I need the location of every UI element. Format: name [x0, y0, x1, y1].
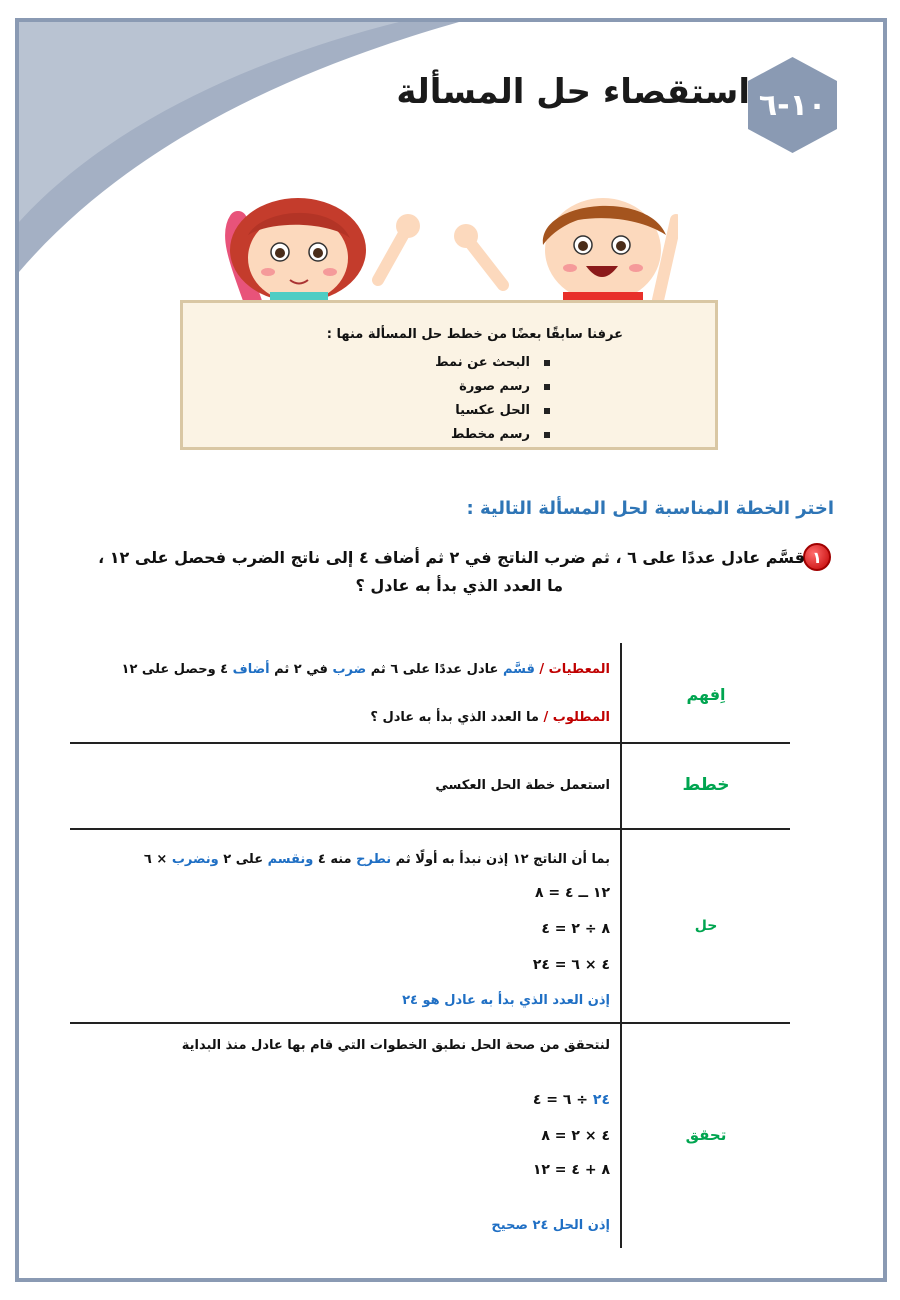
instruction: اختر الخطة المناسبة لحل المسألة التالية :: [466, 498, 834, 519]
lesson-number-badge: [745, 55, 840, 155]
page-title: استقصاء حل المسألة: [396, 72, 750, 112]
solve-step: ١٢ ــ ٤ = ٨: [535, 885, 610, 901]
problem-text-line2: ما العدد الذي بدأ به عادل ؟: [355, 576, 563, 595]
strategies-list: [435, 351, 550, 447]
list-item: [435, 351, 550, 375]
solve-keyword: ونقسم: [267, 852, 314, 867]
check-step: [533, 1092, 610, 1108]
required-line: [370, 710, 610, 725]
problem-text-line1: قسَّم عادل عددًا على ٦ ، ثم ضرب الناتج في ٢ ثم أضاف ٤ إلى ناتج الضرب فحصل على ١٢ ،: [98, 548, 805, 567]
solve-text: على ٢: [218, 852, 268, 867]
bullet-icon: [544, 408, 550, 414]
check-conclusion: إذن الحل ٢٤ صحيح: [491, 1218, 610, 1233]
solve-text: × ٦: [143, 852, 172, 867]
check-step: ٨ + ٤ = ١٢: [532, 1162, 610, 1178]
plan-text: استعمل خطة الحل العكسي: [435, 778, 610, 793]
solve-step: ٤ × ٦ = ٢٤: [532, 957, 610, 973]
givens-text: ٤ وحصل على ١٢: [121, 662, 233, 677]
step-label-plan: خطط: [682, 775, 730, 795]
givens-keyword: قسَّم: [502, 662, 535, 677]
solve-text: بما أن الناتج ١٢ إذن نبدأ به أولًا ثم: [391, 852, 610, 867]
list-item: [435, 399, 550, 423]
required-label: المطلوب /: [543, 710, 610, 725]
solve-intro: [144, 852, 610, 867]
strategy-label: الحل عكسيا: [455, 403, 530, 418]
check-step-rest: ÷ ٦ = ٤: [532, 1092, 593, 1108]
board-intro: عرفنا سابقًا بعضًا من خطط حل المسألة منها :: [326, 327, 623, 342]
solve-conclusion: إذن العدد الذي بدأ به عادل هو ٢٤: [402, 993, 610, 1008]
strategy-label: رسم مخطط: [451, 427, 530, 442]
table-divider: [70, 828, 790, 830]
list-item: [435, 423, 550, 447]
givens-line: [122, 662, 610, 677]
strategy-label: رسم صورة: [459, 379, 530, 394]
step-label-check: تحقق: [685, 1126, 727, 1144]
table-divider: [70, 1022, 790, 1024]
bullet-icon: [544, 432, 550, 438]
solve-keyword: ونضرب: [171, 852, 219, 867]
solve-text: منه ٤: [313, 852, 357, 867]
problem-number-icon: ١: [803, 543, 831, 571]
required-text: ما العدد الذي بدأ به عادل ؟: [370, 710, 544, 725]
check-start-number: ٢٤: [592, 1092, 610, 1108]
check-intro: لنتحقق من صحة الحل نطبق الخطوات التي قام بها عادل منذ البداية: [181, 1038, 610, 1053]
lesson-number: ١٠-٦: [758, 87, 827, 123]
givens-text: عادل عددًا على ٦ ثم: [366, 662, 503, 677]
givens-text: في ٢ ثم: [269, 662, 333, 677]
strategy-label: البحث عن نمط: [435, 355, 530, 370]
bullet-icon: [544, 360, 550, 366]
solve-step: ٨ ÷ ٢ = ٤: [541, 921, 610, 937]
step-label-understand: اِفهم: [686, 685, 726, 704]
solve-keyword: نطرح: [356, 852, 392, 867]
bullet-icon: [544, 384, 550, 390]
step-label-solve: حل: [694, 918, 718, 934]
strategies-board: [180, 300, 718, 450]
givens-keyword: أضاف: [232, 662, 270, 677]
list-item: [435, 375, 550, 399]
table-divider: [70, 742, 790, 744]
givens-keyword: ضرب: [332, 662, 367, 677]
check-step: ٤ × ٢ = ٨: [541, 1128, 610, 1144]
givens-label: المعطيات /: [539, 662, 610, 677]
table-divider-vertical: [620, 643, 622, 1248]
